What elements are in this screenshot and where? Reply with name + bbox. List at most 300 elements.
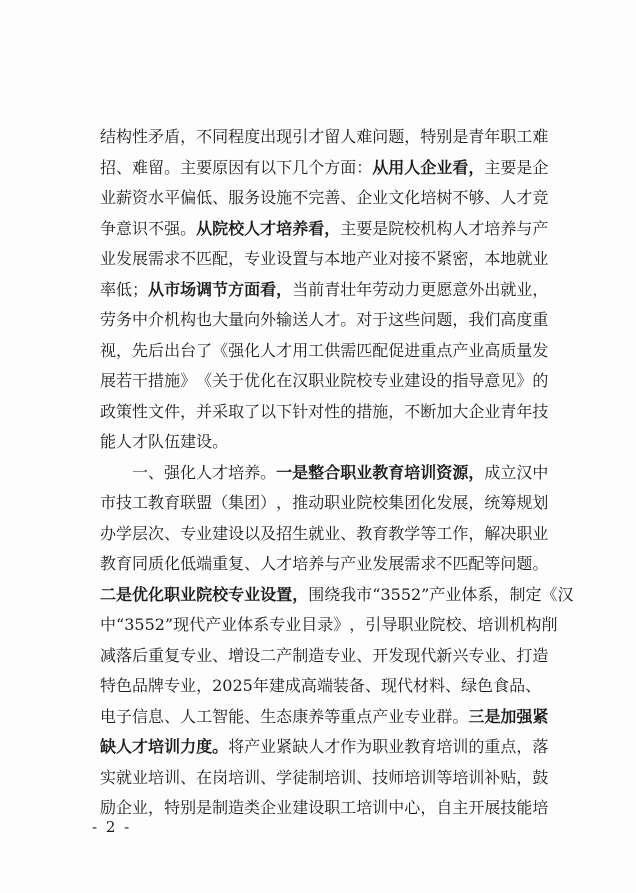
char: 品	[132, 676, 149, 695]
bold-char: 。	[212, 737, 229, 756]
char: 求	[420, 554, 437, 573]
bold-char: 是	[292, 462, 309, 482]
char: 个	[308, 157, 325, 177]
char: 企	[356, 188, 373, 207]
char: 重	[148, 645, 165, 665]
char: 以	[260, 157, 277, 177]
char: 子	[116, 706, 133, 726]
char: 学	[116, 523, 133, 543]
char: 前	[308, 279, 325, 299]
char: 件	[164, 401, 181, 421]
char: 统	[484, 493, 501, 512]
char: 技	[500, 798, 517, 817]
char: 作	[452, 523, 469, 543]
char: 技	[532, 401, 549, 421]
bold-char: 业	[436, 157, 453, 177]
bold-char: 市	[164, 279, 181, 299]
char: 竞	[532, 188, 549, 207]
char: ，	[468, 493, 485, 512]
char: 工	[436, 523, 453, 543]
char: 育	[372, 523, 389, 543]
char: 出	[164, 340, 181, 360]
char: 点	[500, 737, 517, 756]
char: 特	[164, 798, 181, 817]
char: 业	[372, 249, 389, 268]
char: 筹	[500, 493, 517, 512]
char: 增	[228, 645, 245, 665]
char: 问	[500, 554, 517, 573]
char: 设	[196, 432, 213, 451]
char: 才	[276, 340, 293, 360]
bold-char: 校	[212, 584, 229, 604]
char: 展	[388, 554, 405, 573]
char: 视	[100, 340, 117, 360]
char: 当	[292, 279, 309, 299]
char: 主	[452, 798, 469, 817]
char: 意	[452, 279, 469, 299]
char: 是	[516, 157, 533, 177]
char: 愿	[436, 279, 453, 299]
char: 够	[468, 188, 485, 207]
char: 资	[132, 188, 149, 207]
char: 3552	[380, 584, 422, 604]
char: 汉	[557, 584, 574, 604]
char: 展	[100, 371, 117, 390]
char: 善	[324, 188, 341, 207]
char: 教	[148, 493, 165, 512]
char: 培	[228, 767, 245, 787]
char: 业	[372, 188, 389, 207]
bold-char: 资	[436, 462, 453, 482]
char: 以	[260, 401, 277, 421]
char: ：	[356, 157, 373, 177]
char: 培	[484, 218, 501, 238]
char: 。	[452, 706, 469, 726]
char: 难	[356, 127, 373, 146]
char: 学	[276, 767, 293, 787]
bold-char: 人	[404, 157, 421, 177]
char: 2025	[212, 676, 253, 695]
char: 紧	[276, 737, 293, 756]
char: 代	[420, 645, 437, 665]
char: 业	[132, 767, 149, 787]
char: 中	[388, 798, 405, 817]
char: 现	[173, 615, 190, 634]
bold-char: 教	[372, 462, 389, 482]
char: 绕	[324, 584, 341, 604]
char: 平	[164, 188, 181, 207]
char: 促	[388, 340, 405, 360]
char: 介	[148, 310, 165, 329]
char: 、	[244, 554, 261, 573]
char: 产	[340, 554, 357, 573]
char: 因	[228, 157, 245, 177]
bold-char: 人	[244, 218, 261, 238]
char: 产	[452, 340, 469, 360]
char: 了	[244, 401, 261, 421]
char: 培	[404, 767, 421, 787]
char: 心	[404, 798, 421, 817]
char: 汉	[516, 462, 533, 482]
char: 业	[340, 645, 357, 665]
char: 建	[212, 523, 229, 543]
char: 的	[532, 371, 549, 390]
char: 政	[100, 401, 117, 421]
char: 业	[388, 706, 405, 726]
char: 训	[340, 767, 357, 787]
char: 业	[484, 645, 501, 665]
char: 配	[372, 340, 389, 360]
char: 校	[404, 218, 421, 238]
char: 生	[292, 523, 309, 543]
char: 导	[381, 615, 398, 634]
bold-char: 校	[228, 218, 245, 238]
char: 队	[148, 432, 165, 451]
char: 外	[260, 310, 277, 329]
char: 见	[500, 371, 517, 390]
char: 盟	[196, 493, 213, 512]
char: 业	[340, 493, 357, 512]
char: 业	[132, 798, 149, 817]
char: 、	[356, 767, 373, 787]
char: 开	[468, 798, 485, 817]
char: 。	[180, 218, 197, 238]
char: ，	[452, 310, 469, 329]
char: 划	[532, 493, 549, 512]
char: 配	[468, 554, 485, 573]
bold-char: 二	[100, 584, 117, 604]
char: 培	[420, 188, 437, 207]
char: 培	[324, 767, 341, 787]
char: 电	[100, 706, 117, 726]
bold-char: 企	[420, 157, 437, 177]
char: 立	[500, 462, 517, 482]
char: 的	[436, 371, 453, 390]
char: 化	[244, 340, 261, 360]
char: 匹	[452, 554, 469, 573]
char: 发	[436, 493, 453, 512]
char: 制	[308, 767, 325, 787]
char: 年	[516, 401, 533, 421]
char: 产	[205, 615, 222, 634]
char: 》	[333, 615, 350, 634]
char: 采	[212, 401, 229, 421]
char: 对	[308, 401, 325, 421]
char: 、	[116, 157, 133, 177]
char: 与	[308, 249, 325, 268]
char: 化	[164, 554, 181, 573]
char: 主	[180, 157, 197, 177]
char: 、	[164, 523, 181, 543]
char: 强	[164, 218, 181, 238]
char: 主	[340, 218, 357, 238]
char: 体	[237, 615, 254, 634]
char: 。	[532, 554, 549, 573]
char: 服	[228, 188, 245, 207]
char: 料	[429, 676, 446, 695]
char: ，	[276, 493, 293, 512]
char: 特	[420, 127, 437, 146]
char: 业	[484, 401, 501, 421]
text-line	[100, 580, 574, 611]
char: 不	[436, 554, 453, 573]
bold-char: 看	[260, 279, 277, 299]
char: 青	[468, 127, 485, 146]
char: 构	[180, 310, 197, 329]
char: 点	[436, 340, 453, 360]
char: 些	[404, 310, 421, 329]
char: 了	[196, 340, 213, 360]
char: 育	[116, 554, 133, 573]
char: 训	[468, 767, 485, 787]
char: 能	[228, 706, 245, 726]
char: 施	[372, 401, 389, 421]
char: 就	[308, 523, 325, 543]
char: 业	[100, 249, 117, 268]
char: 院	[429, 615, 446, 634]
bold-char: ，	[276, 279, 293, 299]
char: ”	[164, 615, 174, 634]
bold-char: 面	[244, 279, 261, 299]
char: 业	[420, 706, 437, 726]
char: 色	[477, 676, 494, 695]
char: 校	[356, 371, 373, 390]
char: 出	[260, 127, 277, 146]
char: 匹	[196, 249, 213, 268]
char: 才	[132, 432, 149, 451]
bold-char: 培	[404, 462, 421, 482]
char: 教	[100, 554, 117, 573]
char: 、	[356, 645, 373, 665]
bold-char: 用	[388, 157, 405, 177]
char: 食	[493, 676, 510, 695]
char: 职	[516, 523, 533, 543]
char: ，	[493, 584, 510, 604]
char: 、	[340, 188, 357, 207]
char: 群	[436, 706, 453, 726]
char: 化	[180, 462, 197, 482]
char: 集	[228, 493, 245, 512]
char: 业	[413, 615, 430, 634]
char: 实	[100, 767, 117, 787]
char: 施	[276, 188, 293, 207]
char: 推	[292, 493, 309, 512]
char: 企	[116, 798, 133, 817]
bold-char: 从	[372, 157, 389, 177]
char: 留	[148, 157, 165, 177]
char: 意	[484, 371, 501, 390]
char: 技	[372, 767, 389, 787]
char: 特	[100, 676, 117, 695]
char: 出	[484, 279, 501, 299]
char: 低	[180, 554, 197, 573]
char: 取	[228, 401, 245, 421]
char: 指	[452, 371, 469, 390]
bold-char: 节	[212, 279, 229, 299]
char: 本	[324, 249, 341, 268]
bold-char: 三	[468, 706, 485, 726]
char: 训	[493, 615, 510, 634]
char: 水	[148, 188, 165, 207]
char: 校	[372, 493, 389, 512]
bold-char: 人	[116, 737, 133, 756]
bold-char: 紧	[532, 706, 549, 726]
char: 态	[276, 706, 293, 726]
char: 展	[484, 798, 501, 817]
bold-char: 是	[484, 706, 501, 726]
char: 中	[132, 310, 149, 329]
char: 教	[404, 737, 421, 756]
char: 二	[260, 645, 277, 665]
char: 复	[228, 554, 245, 573]
char: 绿	[461, 676, 478, 695]
char: 工	[516, 127, 533, 146]
char: 业	[196, 645, 213, 665]
char: 争	[100, 218, 117, 238]
char: 动	[388, 279, 405, 299]
char: 需	[340, 340, 357, 360]
char: 决	[500, 523, 517, 543]
char: 构	[116, 127, 133, 146]
char: 院	[356, 493, 373, 512]
char: ，	[404, 127, 421, 146]
char: 量	[228, 310, 245, 329]
char: 培	[436, 737, 453, 756]
char: 引	[292, 127, 309, 146]
char: 先	[132, 340, 149, 360]
char: 、	[244, 706, 261, 726]
text-line	[100, 488, 549, 519]
char: 业	[324, 371, 341, 390]
char: 系	[477, 584, 494, 604]
char: 题	[516, 554, 533, 573]
char: 盾	[164, 127, 181, 146]
char: 化	[260, 371, 277, 390]
bold-char: ，	[292, 584, 309, 604]
char: 重	[532, 310, 549, 329]
char: 留	[324, 127, 341, 146]
char: 置	[292, 249, 309, 268]
char: 息	[148, 706, 165, 726]
char: 发	[532, 340, 549, 360]
char: 人	[340, 127, 357, 146]
bold-char: ，	[468, 462, 485, 482]
char: 业	[516, 279, 533, 299]
body-text	[100, 122, 574, 824]
bold-char: 一	[276, 462, 293, 482]
char: 系	[253, 615, 270, 634]
char: 工	[308, 340, 325, 360]
char: 职	[324, 798, 341, 817]
char: 人	[500, 188, 517, 207]
char: 强	[164, 462, 181, 482]
char: 汉	[292, 371, 309, 390]
char: 年	[484, 127, 501, 146]
char: 识	[132, 218, 149, 238]
char: 智	[212, 706, 229, 726]
char: 鼓	[532, 767, 549, 787]
char: 的	[340, 401, 357, 421]
char: 为	[356, 737, 373, 756]
char: 设	[420, 371, 437, 390]
char: 断	[420, 401, 437, 421]
char: 、	[260, 767, 277, 787]
char: 信	[132, 706, 149, 726]
text-line	[100, 336, 549, 367]
char: 养	[308, 706, 325, 726]
char: 培	[532, 798, 549, 817]
char: 伍	[164, 432, 181, 451]
char: 代	[396, 676, 413, 695]
bold-char: 从	[196, 218, 213, 238]
bold-char: 置	[276, 584, 293, 604]
char: 励	[100, 798, 117, 817]
char: 产	[372, 706, 389, 726]
char: 针	[292, 401, 309, 421]
bold-char: 职	[164, 584, 181, 604]
char: 青	[324, 279, 341, 299]
char: 养	[244, 462, 261, 482]
char: 产	[429, 584, 446, 604]
char: 后	[132, 645, 149, 665]
char: 原	[212, 157, 229, 177]
char: 机	[420, 218, 437, 238]
char: 性	[324, 401, 341, 421]
char: 是	[452, 127, 469, 146]
char: 等	[484, 554, 501, 573]
char: 劳	[100, 310, 117, 329]
char: 本	[484, 249, 501, 268]
char: 的	[468, 737, 485, 756]
char: 技	[116, 493, 133, 512]
char: 这	[388, 310, 405, 329]
char: 务	[116, 310, 133, 329]
char: 。	[340, 310, 357, 329]
char: 岗	[212, 767, 229, 787]
char: 工	[132, 493, 149, 512]
char: 职	[308, 371, 325, 390]
char: 培	[477, 615, 494, 634]
char: 机	[164, 310, 181, 329]
char: 输	[276, 310, 293, 329]
char: 业	[532, 523, 549, 543]
bold-char: 优	[132, 584, 149, 604]
char: 下	[276, 401, 293, 421]
char: 配	[212, 249, 229, 268]
text-line	[100, 671, 542, 702]
char: 人	[196, 462, 213, 482]
bold-char: 合	[324, 462, 341, 482]
char: 难	[132, 157, 149, 177]
char: 录	[317, 615, 334, 634]
char: 一	[132, 462, 149, 482]
char: 落	[116, 645, 133, 665]
char: 发	[388, 645, 405, 665]
char: 业	[445, 584, 462, 604]
char: 完	[308, 188, 325, 207]
char: 《	[541, 584, 558, 604]
char: 同	[212, 127, 229, 146]
char: 台	[180, 340, 197, 360]
char: 装	[332, 676, 349, 695]
bold-char: 院	[196, 584, 213, 604]
char: 引	[365, 615, 382, 634]
char: 落	[532, 737, 549, 756]
bold-char: 业	[356, 462, 373, 482]
char: 联	[180, 493, 197, 512]
char: 建	[404, 371, 421, 390]
char: 、	[212, 645, 229, 665]
